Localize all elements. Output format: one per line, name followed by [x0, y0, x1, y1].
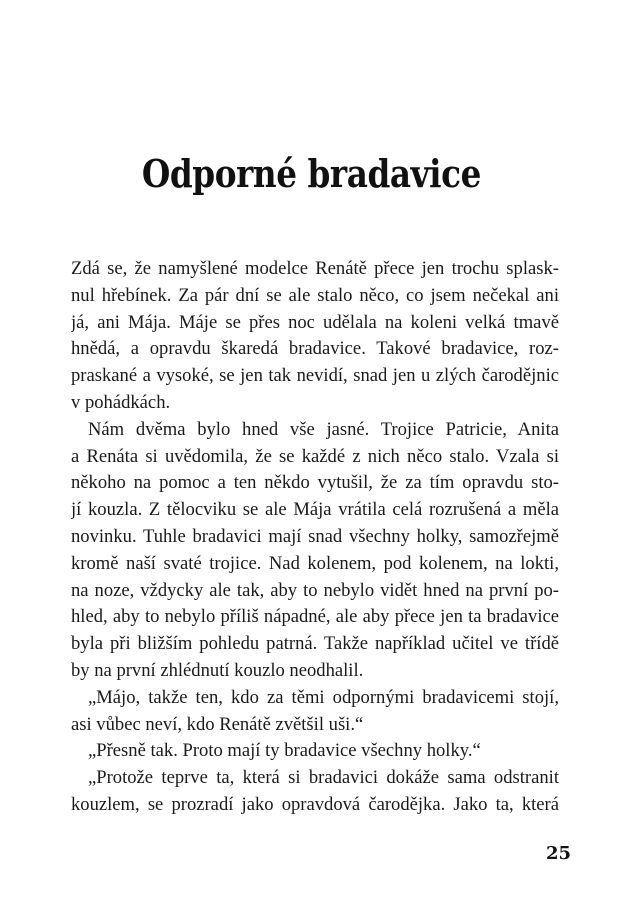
text-line: v pohádkách.	[71, 391, 171, 413]
text-line: hled, aby to nebylo příliš nápadné, ale aby přece jen ta bradavice	[71, 606, 559, 628]
page-number: 25	[545, 843, 571, 864]
text-line: Nám dvěma bylo hned vše jasné. Trojice Patricie, Anita	[88, 418, 559, 440]
text-line: kromě naší svaté trojice. Nad kolenem, pod kolenem, na lokti,	[71, 552, 559, 574]
chapter-title: Odporné bradavice	[141, 151, 482, 196]
text-line: a Renáta si uvědomila, že se každé z nich něco stalo. Vzala si	[71, 445, 559, 467]
text-line: někoho na pomoc a ten někdo vytušil, že za tím opravdu sto-	[71, 472, 559, 494]
text-line: „Přesně tak. Proto mají ty bradavice všechny holky.“	[88, 740, 481, 762]
text-line: kouzlem, se prozradí jako opravdová čarodějka. Jako ta, která	[71, 793, 559, 815]
text-line: novinku. Tuhle bradavici mají snad všechny holky, samozřejmě	[71, 525, 559, 547]
text-line: já, ani Mája. Máje se přes noc udělala na koleni velká tmavě	[71, 311, 559, 333]
text-line: na noze, vždycky ale tak, aby to nebylo vidět hned na první po-	[71, 579, 559, 601]
text-line: Zdá se, že namyšlené modelce Renátě přece jen trochu splask-	[71, 258, 559, 279]
body-text	[71, 256, 559, 819]
text-line: asi vůbec neví, kdo Renátě zvětšil uši.“	[71, 713, 364, 735]
text-line: „Protože teprve ta, která si bradavici dokáže sama odstranit	[88, 767, 559, 789]
text-line: jí kouzla. Z tělocviku se ale Mája vrátila celá rozrušená a měla	[71, 499, 559, 521]
text-line: byla při bližším pohledu patrná. Takže například učitel ve třídě	[71, 633, 559, 655]
text-line: by na první zhlédnutí kouzlo neodhalil.	[71, 659, 364, 681]
text-line: nul hřebínek. Za pár dní se ale stalo něco, co jsem nečekal ani	[71, 284, 559, 306]
text-line: hnědá, a opravdu škaredá bradavice. Takové bradavice, roz-	[71, 338, 559, 360]
text-line: praskané a vysoké, se jen tak nevidí, snad jen u zlých čarodějnic	[71, 365, 559, 387]
text-line: „Májo, takže ten, kdo za těmi odpornými bradavicemi stojí,	[88, 686, 559, 708]
